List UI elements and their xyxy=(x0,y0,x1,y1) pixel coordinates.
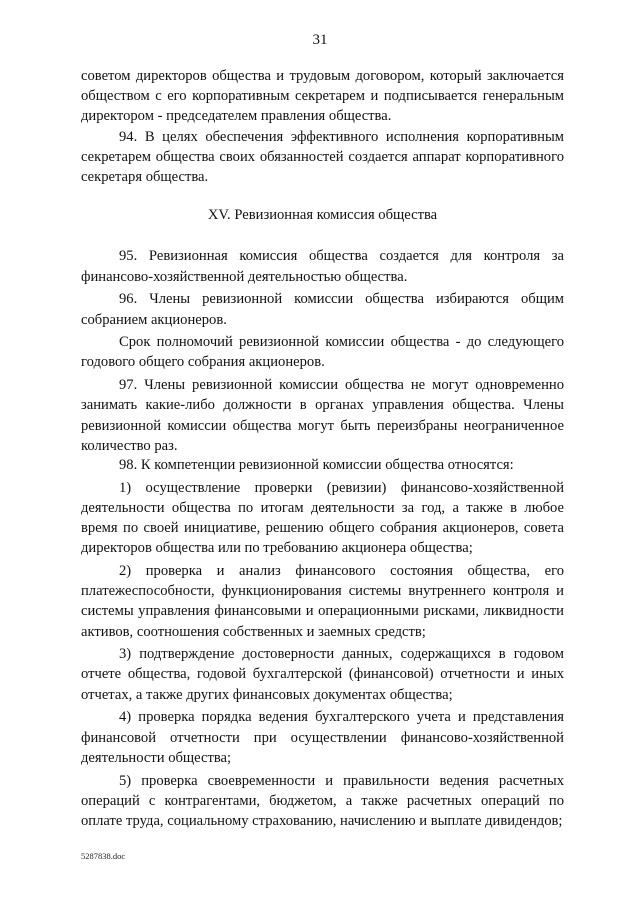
list-item-3: 3) подтверждение достоверности данных, содержащихся в годовом отчете общества, годовой бухгалтерской (финансовой) отчетности и иных отчетах, а также других финансовых документах общества; xyxy=(81,646,564,703)
paragraph-term: Срок полномочий ревизионной комиссии общества - до следующего годового общего собрания акционеров. xyxy=(81,334,564,371)
page-number: 31 xyxy=(312,32,328,48)
paragraph-97: 97. Члены ревизионной комиссии общества не могут одновременно занимать какие-либо должности в органах управления общества. Члены ревизионной комиссии общества могут быть переизбраны неограниченное количество раз. xyxy=(81,377,564,454)
list-item-4: 4) проверка порядка ведения бухгалтерского учета и представления финансовой отчетности при осуществлении финансово-хозяйственной деятельности общества; xyxy=(81,709,564,766)
footer-filename: 5287838.doc xyxy=(81,851,126,861)
list-item-1: 1) осуществление проверки (ревизии) финансово-хозяйственной деятельности общества по итогам деятельности за год, а также в любое время по своей инициативе, решению общего собрания акционеров, совета директоров общества или по требованию акционера общества; xyxy=(81,479,564,557)
paragraph: советом директоров общества и трудовым договором, который заключается обществом с его корпоративным секретарем и подписывается генеральным директором - председателем правления общества. xyxy=(81,68,564,125)
document-body xyxy=(81,66,564,831)
paragraph-94: 94. В целях обеспечения эффективного исполнения корпоративным секретарем общества своих обязанностей создается аппарат корпоративного секретаря общества. xyxy=(81,128,564,186)
paragraph-98: 98. К компетенции ревизионной комиссии общества относятся: xyxy=(119,456,514,473)
section-heading: XV. Ревизионная комиссия общества xyxy=(207,207,438,224)
list-item-5: 5) проверка своевременности и правильности ведения расчетных операций с контрагентами, бюджетом, а также расчетных операций по оплате труда, социальному страхованию, начислению и выплате дивидендов; xyxy=(81,772,564,829)
paragraph-95: 95. Ревизионная комиссия общества создается для контроля за финансово-хозяйственной деятельностью общества. xyxy=(81,248,564,285)
paragraph-96: 96. Члены ревизионной комиссии общества избираются общим собранием акционеров. xyxy=(81,291,564,328)
list-item-2: 2) проверка и анализ финансового состояния общества, его платежеспособности, функционирования системы внутреннего контроля и системы управления финансовыми и операционными рисками, ликвидности активов, соотношения собственных и заемных средств; xyxy=(81,562,564,640)
